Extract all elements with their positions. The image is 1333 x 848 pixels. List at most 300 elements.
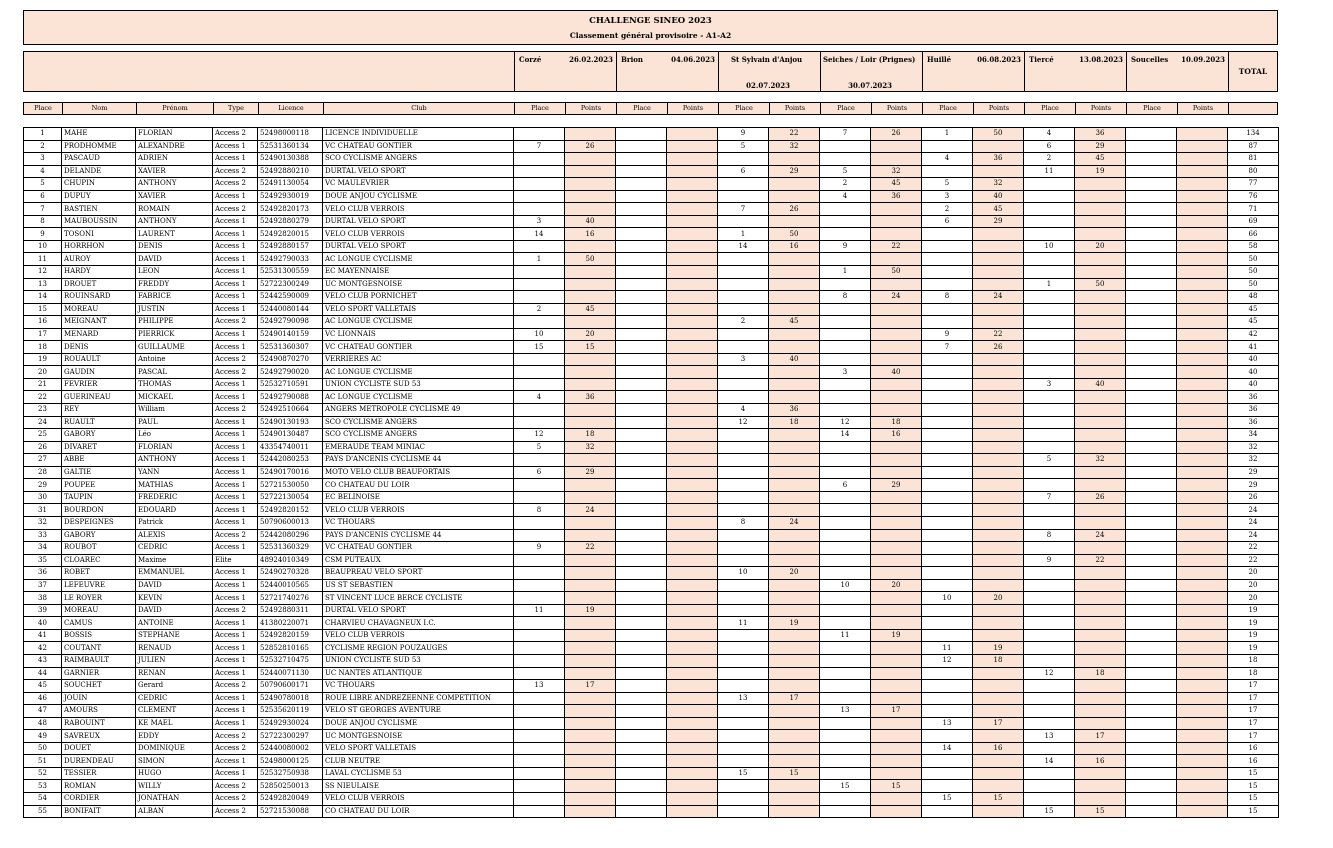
cell-points: 40 xyxy=(973,190,1024,203)
cell-last-name: DIVARET xyxy=(62,441,136,454)
cell-points xyxy=(667,303,718,316)
cell-place: 9 xyxy=(718,128,769,141)
cell-licence: 52442590009 xyxy=(258,291,323,304)
cell-rank: 46 xyxy=(24,692,62,705)
cell-points: 36 xyxy=(769,404,820,417)
cell-place xyxy=(1024,692,1075,705)
cell-place xyxy=(616,404,667,417)
cell-place xyxy=(616,140,667,153)
cell-points xyxy=(565,755,616,768)
cell-licence: 52531300559 xyxy=(258,266,323,279)
cell-points xyxy=(565,705,616,718)
cell-last-name: TOSONI xyxy=(62,228,136,241)
cell-place xyxy=(922,303,973,316)
cell-club: UC MONTGESNOISE xyxy=(323,278,514,291)
cell-points: 22 xyxy=(871,240,922,253)
cell-points xyxy=(1075,366,1126,379)
cell-points xyxy=(667,429,718,442)
cell-place: 10 xyxy=(718,567,769,580)
cell-place xyxy=(820,140,871,153)
cell-points xyxy=(769,391,820,404)
cell-place xyxy=(1126,316,1177,329)
cell-club: CO CHATEAU DU LOIR xyxy=(323,805,514,818)
cell-points xyxy=(871,466,922,479)
cell-points: 29 xyxy=(871,479,922,492)
cell-place xyxy=(514,554,565,567)
cell-points xyxy=(1177,466,1228,479)
cell-place xyxy=(820,353,871,366)
cell-last-name: MAHE xyxy=(62,128,136,141)
cell-points xyxy=(565,378,616,391)
cell-place xyxy=(820,742,871,755)
cell-points xyxy=(871,303,922,316)
cell-licence: 52492880210 xyxy=(258,165,323,178)
col-race-place: Place xyxy=(718,103,769,114)
cell-licence: 52490780018 xyxy=(258,692,323,705)
cell-place: 7 xyxy=(1024,491,1075,504)
cell-points xyxy=(667,215,718,228)
cell-licence: 52492820152 xyxy=(258,504,323,517)
cell-points xyxy=(1177,165,1228,178)
cell-last-name: BONIFAIT xyxy=(62,805,136,818)
cell-rank: 18 xyxy=(24,341,62,354)
cell-type: Access 2 xyxy=(213,178,258,191)
cell-points xyxy=(1177,654,1228,667)
cell-place: 13 xyxy=(820,705,871,718)
cell-points xyxy=(1177,429,1228,442)
cell-first-name: FLORIAN xyxy=(136,128,213,141)
cell-points xyxy=(667,542,718,555)
cell-first-name: Maxime xyxy=(136,554,213,567)
cell-points: 26 xyxy=(769,203,820,216)
table-row xyxy=(24,291,1279,304)
cell-points xyxy=(565,730,616,743)
cell-rank: 8 xyxy=(24,215,62,228)
cell-place xyxy=(616,642,667,655)
cell-points xyxy=(1177,579,1228,592)
cell-last-name: REY xyxy=(62,404,136,417)
cell-type: Access 2 xyxy=(213,805,258,818)
cell-points xyxy=(1177,378,1228,391)
cell-last-name: TESSIER xyxy=(62,767,136,780)
cell-total: 17 xyxy=(1228,692,1279,705)
cell-place xyxy=(1126,429,1177,442)
cell-last-name: GARNIER xyxy=(62,667,136,680)
cell-points xyxy=(1177,717,1228,730)
cell-place xyxy=(1126,153,1177,166)
cell-total: 48 xyxy=(1228,291,1279,304)
race-date: 02.07.2023 xyxy=(746,81,790,90)
cell-points xyxy=(667,730,718,743)
cell-first-name: DAVID xyxy=(136,579,213,592)
cell-place xyxy=(1126,228,1177,241)
cell-place xyxy=(616,542,667,555)
cell-points xyxy=(1075,742,1126,755)
cell-place: 10 xyxy=(820,579,871,592)
cell-place xyxy=(922,730,973,743)
cell-place xyxy=(820,516,871,529)
cell-total: 40 xyxy=(1228,366,1279,379)
cell-place xyxy=(922,316,973,329)
race-date: 26.02.2023 xyxy=(569,55,613,64)
cell-points xyxy=(565,805,616,818)
table-row xyxy=(24,642,1279,655)
cell-rank: 29 xyxy=(24,479,62,492)
cell-place xyxy=(1024,629,1075,642)
cell-place xyxy=(922,416,973,429)
cell-place xyxy=(1024,780,1075,793)
cell-points xyxy=(1177,391,1228,404)
cell-place xyxy=(718,479,769,492)
cell-total: 42 xyxy=(1228,328,1279,341)
cell-points xyxy=(667,705,718,718)
cell-place xyxy=(718,554,769,567)
cell-club: SCO CYCLISME ANGERS xyxy=(323,416,514,429)
table-row xyxy=(24,629,1279,642)
cell-licence: 52492880279 xyxy=(258,215,323,228)
cell-place xyxy=(1024,404,1075,417)
race-name: Seiches / Loir (Prignes) xyxy=(823,55,916,64)
cell-place: 9 xyxy=(922,328,973,341)
cell-place: 5 xyxy=(514,441,565,454)
cell-points xyxy=(973,165,1024,178)
cell-total: 50 xyxy=(1228,278,1279,291)
cell-points xyxy=(667,190,718,203)
cell-first-name: CLEMENT xyxy=(136,705,213,718)
race-header-huille xyxy=(922,52,1024,91)
cell-last-name: MOREAU xyxy=(62,303,136,316)
cell-club: PAYS D'ANCENIS CYCLISME 44 xyxy=(323,529,514,542)
cell-place xyxy=(1126,253,1177,266)
cell-points xyxy=(973,705,1024,718)
cell-points: 32 xyxy=(565,441,616,454)
cell-place xyxy=(1024,742,1075,755)
cell-place xyxy=(820,316,871,329)
table-row xyxy=(24,542,1279,555)
cell-first-name: HUGO xyxy=(136,767,213,780)
cell-points xyxy=(667,592,718,605)
cell-points xyxy=(565,780,616,793)
cell-points xyxy=(871,592,922,605)
cell-points xyxy=(1075,341,1126,354)
cell-type: Elite xyxy=(213,554,258,567)
cell-points xyxy=(769,153,820,166)
cell-points xyxy=(1075,780,1126,793)
cell-place xyxy=(1024,516,1075,529)
cell-points xyxy=(667,617,718,630)
cell-type: Access 1 xyxy=(213,416,258,429)
table-row xyxy=(24,454,1279,467)
cell-first-name: ALBAN xyxy=(136,805,213,818)
cell-points xyxy=(1075,266,1126,279)
cell-points xyxy=(973,491,1024,504)
col-race-place: Place xyxy=(1126,103,1177,114)
cell-points: 18 xyxy=(565,429,616,442)
cell-points xyxy=(871,805,922,818)
cell-place xyxy=(1126,378,1177,391)
cell-first-name: ANTHONY xyxy=(136,178,213,191)
cell-place xyxy=(514,353,565,366)
cell-place xyxy=(922,165,973,178)
cell-place: 10 xyxy=(922,592,973,605)
cell-type: Access 1 xyxy=(213,291,258,304)
cell-place: 6 xyxy=(1024,140,1075,153)
cell-points xyxy=(1177,730,1228,743)
cell-rank: 32 xyxy=(24,516,62,529)
cell-points xyxy=(667,692,718,705)
cell-points xyxy=(1177,491,1228,504)
cell-type: Access 1 xyxy=(213,479,258,492)
cell-points xyxy=(565,629,616,642)
cell-place xyxy=(514,366,565,379)
cell-points xyxy=(871,140,922,153)
cell-points: 26 xyxy=(1075,491,1126,504)
cell-licence: 52492790098 xyxy=(258,316,323,329)
cell-points: 50 xyxy=(1075,278,1126,291)
cell-points xyxy=(1177,203,1228,216)
cell-points xyxy=(1177,516,1228,529)
cell-points xyxy=(1075,416,1126,429)
cell-points xyxy=(1075,767,1126,780)
cell-last-name: AUROY xyxy=(62,253,136,266)
cell-points xyxy=(973,680,1024,693)
cell-points xyxy=(973,617,1024,630)
ranking-table xyxy=(23,127,1279,818)
cell-place: 11 xyxy=(922,642,973,655)
cell-points xyxy=(667,165,718,178)
cell-last-name: DELANDE xyxy=(62,165,136,178)
cell-last-name: ROUAULT xyxy=(62,353,136,366)
col-race-points: Points xyxy=(973,103,1024,114)
cell-place xyxy=(922,667,973,680)
cell-place xyxy=(1126,178,1177,191)
cell-place xyxy=(718,466,769,479)
cell-points: 32 xyxy=(973,178,1024,191)
cell-licence: 52492820015 xyxy=(258,228,323,241)
cell-place xyxy=(922,278,973,291)
cell-rank: 22 xyxy=(24,391,62,404)
cell-club: CLUB NEUTRE xyxy=(323,755,514,768)
cell-points xyxy=(1177,805,1228,818)
cell-points xyxy=(973,278,1024,291)
cell-first-name: XAVIER xyxy=(136,190,213,203)
cell-club: SCO CYCLISME ANGERS xyxy=(323,429,514,442)
cell-place xyxy=(616,667,667,680)
cell-points xyxy=(973,240,1024,253)
cell-points: 24 xyxy=(565,504,616,517)
cell-points xyxy=(565,554,616,567)
cell-place xyxy=(1126,416,1177,429)
cell-points xyxy=(769,454,820,467)
cell-type: Access 1 xyxy=(213,504,258,517)
cell-place: 15 xyxy=(718,767,769,780)
cell-points xyxy=(871,742,922,755)
cell-licence: 52532750938 xyxy=(258,767,323,780)
cell-points xyxy=(1177,705,1228,718)
table-row xyxy=(24,617,1279,630)
cell-points: 26 xyxy=(871,128,922,141)
cell-total: 17 xyxy=(1228,680,1279,693)
cell-licence: 52852810165 xyxy=(258,642,323,655)
col-race-points: Points xyxy=(667,103,718,114)
cell-type: Access 1 xyxy=(213,767,258,780)
cell-points xyxy=(769,190,820,203)
cell-rank: 44 xyxy=(24,667,62,680)
cell-points xyxy=(1177,228,1228,241)
cell-type: Access 1 xyxy=(213,253,258,266)
cell-place: 1 xyxy=(514,253,565,266)
cell-place xyxy=(1024,604,1075,617)
cell-place xyxy=(718,529,769,542)
cell-points xyxy=(1075,328,1126,341)
cell-points xyxy=(565,366,616,379)
cell-last-name: DURENDEAU xyxy=(62,755,136,768)
cell-points: 29 xyxy=(1075,140,1126,153)
cell-place xyxy=(616,441,667,454)
cell-rank: 55 xyxy=(24,805,62,818)
cell-place xyxy=(1126,203,1177,216)
cell-type: Access 1 xyxy=(213,755,258,768)
cell-points xyxy=(1177,542,1228,555)
cell-points xyxy=(1075,429,1126,442)
cell-place xyxy=(922,504,973,517)
cell-rank: 41 xyxy=(24,629,62,642)
cell-total: 20 xyxy=(1228,592,1279,605)
cell-first-name: JONATHAN xyxy=(136,792,213,805)
cell-place xyxy=(1126,629,1177,642)
cell-points xyxy=(1177,253,1228,266)
cell-place xyxy=(1126,730,1177,743)
cell-place: 15 xyxy=(1024,805,1075,818)
cell-place xyxy=(922,441,973,454)
cell-place xyxy=(1024,429,1075,442)
cell-total: 29 xyxy=(1228,466,1279,479)
cell-licence: 48924010349 xyxy=(258,554,323,567)
cell-points xyxy=(1177,504,1228,517)
cell-licence: 52442080296 xyxy=(258,529,323,542)
cell-rank: 9 xyxy=(24,228,62,241)
cell-place xyxy=(820,529,871,542)
col-race-points: Points xyxy=(1177,103,1228,114)
cell-points xyxy=(871,215,922,228)
table-row xyxy=(24,654,1279,667)
cell-points xyxy=(667,755,718,768)
cell-points xyxy=(871,567,922,580)
cell-licence: 52721530050 xyxy=(258,479,323,492)
cell-licence: 50790600013 xyxy=(258,516,323,529)
cell-place xyxy=(1024,617,1075,630)
cell-points xyxy=(769,755,820,768)
cell-points xyxy=(769,780,820,793)
table-row xyxy=(24,316,1279,329)
cell-place xyxy=(820,654,871,667)
cell-place xyxy=(1126,479,1177,492)
cell-last-name: AMOURS xyxy=(62,705,136,718)
table-row xyxy=(24,178,1279,191)
cell-type: Access 2 xyxy=(213,404,258,417)
cell-place xyxy=(820,692,871,705)
cell-points: 19 xyxy=(871,629,922,642)
cell-place xyxy=(922,617,973,630)
cell-points xyxy=(973,228,1024,241)
cell-points xyxy=(565,667,616,680)
cell-first-name: ANTHONY xyxy=(136,215,213,228)
cell-points xyxy=(667,479,718,492)
cell-place xyxy=(718,178,769,191)
cell-total: 15 xyxy=(1228,767,1279,780)
cell-type: Access 1 xyxy=(213,441,258,454)
cell-points xyxy=(1075,203,1126,216)
table-row xyxy=(24,190,1279,203)
cell-place xyxy=(616,792,667,805)
cell-total: 32 xyxy=(1228,454,1279,467)
cell-total: 69 xyxy=(1228,215,1279,228)
cell-place xyxy=(514,529,565,542)
cell-place xyxy=(514,667,565,680)
cell-club: VC LIONNAIS xyxy=(323,328,514,341)
cell-points xyxy=(565,579,616,592)
cell-points xyxy=(871,491,922,504)
cell-licence: 52440080002 xyxy=(258,742,323,755)
cell-points xyxy=(871,391,922,404)
table-row xyxy=(24,805,1279,818)
cell-points xyxy=(1177,140,1228,153)
cell-place xyxy=(718,579,769,592)
cell-licence: 52532710591 xyxy=(258,378,323,391)
cell-rank: 10 xyxy=(24,240,62,253)
cell-points xyxy=(871,316,922,329)
cell-rank: 42 xyxy=(24,642,62,655)
cell-rank: 4 xyxy=(24,165,62,178)
cell-place xyxy=(616,153,667,166)
cell-club: UC NANTES ATLANTIQUE xyxy=(323,667,514,680)
cell-place xyxy=(616,654,667,667)
cell-points: 15 xyxy=(565,341,616,354)
table-row xyxy=(24,353,1279,366)
cell-first-name: CEDRIC xyxy=(136,692,213,705)
cell-total: 18 xyxy=(1228,654,1279,667)
cell-points xyxy=(769,554,820,567)
cell-place xyxy=(922,629,973,642)
cell-points: 50 xyxy=(973,128,1024,141)
race-header-seiches xyxy=(820,52,922,91)
cell-place: 12 xyxy=(820,416,871,429)
cell-place: 5 xyxy=(718,140,769,153)
cell-points xyxy=(1177,767,1228,780)
cell-points xyxy=(667,378,718,391)
cell-place xyxy=(718,454,769,467)
cell-points: 45 xyxy=(973,203,1024,216)
cell-first-name: FLORIAN xyxy=(136,441,213,454)
column-header-row xyxy=(23,102,1278,115)
cell-first-name: STEPHANE xyxy=(136,629,213,642)
cell-place xyxy=(922,253,973,266)
cell-place xyxy=(922,755,973,768)
cell-club: DURTAL VELO SPORT xyxy=(323,604,514,617)
cell-type: Access 2 xyxy=(213,353,258,366)
cell-licence: 52492510664 xyxy=(258,404,323,417)
table-row xyxy=(24,516,1279,529)
cell-total: 71 xyxy=(1228,203,1279,216)
cell-points xyxy=(1075,253,1126,266)
cell-total: 41 xyxy=(1228,341,1279,354)
cell-place xyxy=(1024,504,1075,517)
cell-points: 40 xyxy=(565,215,616,228)
cell-place: 2 xyxy=(820,178,871,191)
cell-total: 19 xyxy=(1228,617,1279,630)
cell-last-name: GABORY xyxy=(62,429,136,442)
cell-club: AC LONGUE CYCLISME xyxy=(323,366,514,379)
